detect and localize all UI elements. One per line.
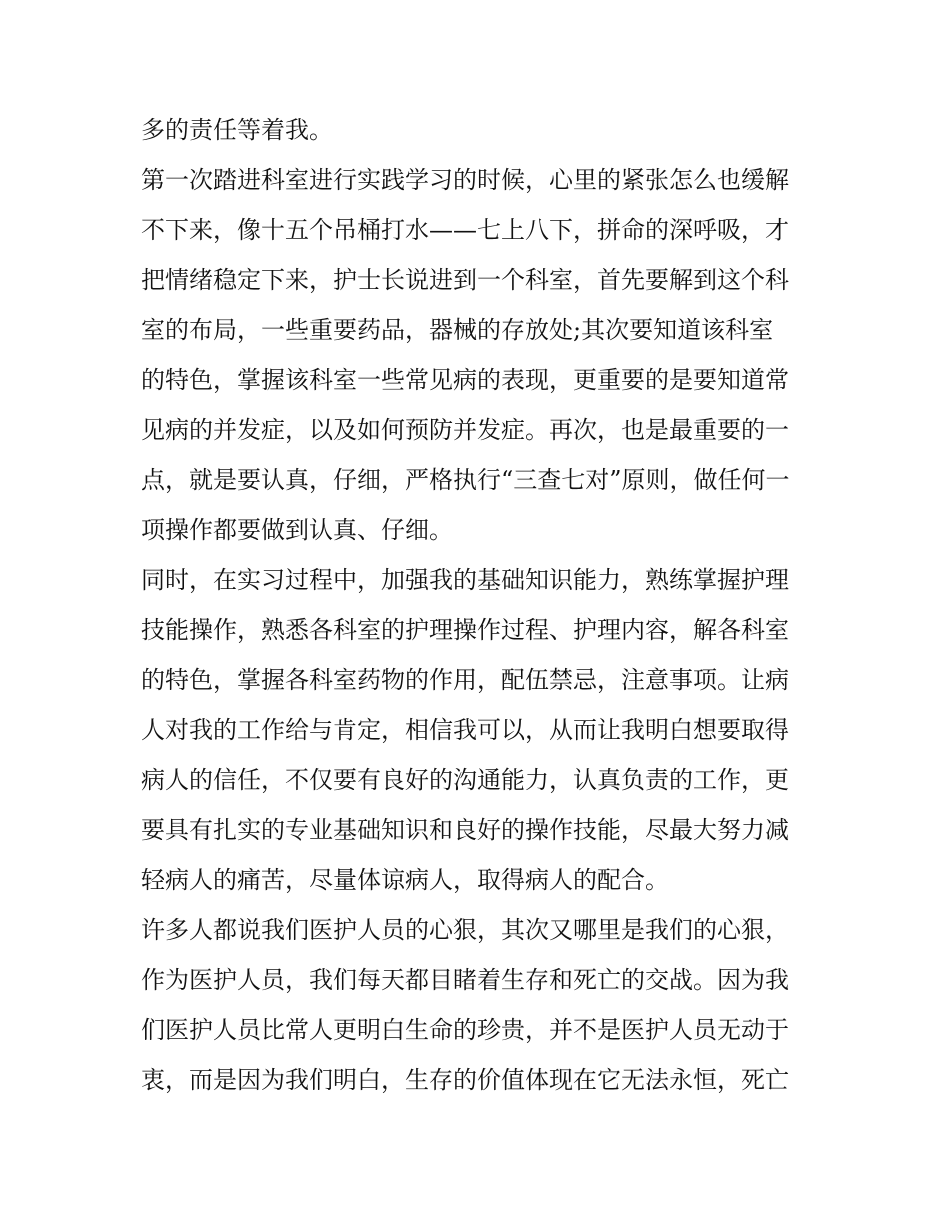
text-line: 轻病人的痛苦，尽量体谅病人，取得病人的配合。 <box>141 866 669 894</box>
text-line: 点，就是要认真，仔细，严格执行“三查七对”原则，做任何一 <box>141 466 790 494</box>
text-line: 病人的信任，不仅要有良好的沟通能力，认真负责的工作，更 <box>141 766 789 794</box>
text-line: 项操作都要做到认真、仔细。 <box>141 516 453 544</box>
text-line: 同时，在实习过程中，加强我的基础知识能力，熟练掌握护理 <box>141 566 789 594</box>
text-line: 技能操作，熟悉各科室的护理操作过程、护理内容，解各科室 <box>141 616 789 644</box>
text-line: 衷，而是因为我们明白，生存的价值体现在它无法永恒，死亡 <box>141 1066 789 1094</box>
text-line: 不下来，像十五个吊桶打水——七上八下，拼命的深呼吸，才 <box>141 216 789 244</box>
text-line: 们医护人员比常人更明白生命的珍贵，并不是医护人员无动于 <box>141 1016 789 1044</box>
text-line: 要具有扎实的专业基础知识和良好的操作技能，尽最大努力减 <box>141 816 789 844</box>
text-line: 多的责任等着我。 <box>141 116 333 144</box>
text-line: 室的布局，一些重要药品，器械的存放处;其次要知道该科室 <box>141 316 774 344</box>
text-line: 许多人都说我们医护人员的心狠，其次又哪里是我们的心狠， <box>141 916 789 944</box>
text-line: 的特色，掌握各科室药物的作用，配伍禁忌，注意事项。让病 <box>141 666 789 694</box>
text-line: 第一次踏进科室进行实践学习的时候，心里的紧张怎么也缓解 <box>141 166 789 194</box>
text-line: 人对我的工作给与肯定，相信我可以，从而让我明白想要取得 <box>141 716 789 744</box>
text-line: 见病的并发症，以及如何预防并发症。再次，也是最重要的一 <box>141 416 789 444</box>
text-line: 作为医护人员，我们每天都目睹着生存和死亡的交战。因为我 <box>141 966 789 994</box>
text-line: 把情绪稳定下来，护士长说进到一个科室，首先要解到这个科 <box>141 266 789 294</box>
text-line: 的特色，掌握该科室一些常见病的表现，更重要的是要知道常 <box>141 366 789 394</box>
